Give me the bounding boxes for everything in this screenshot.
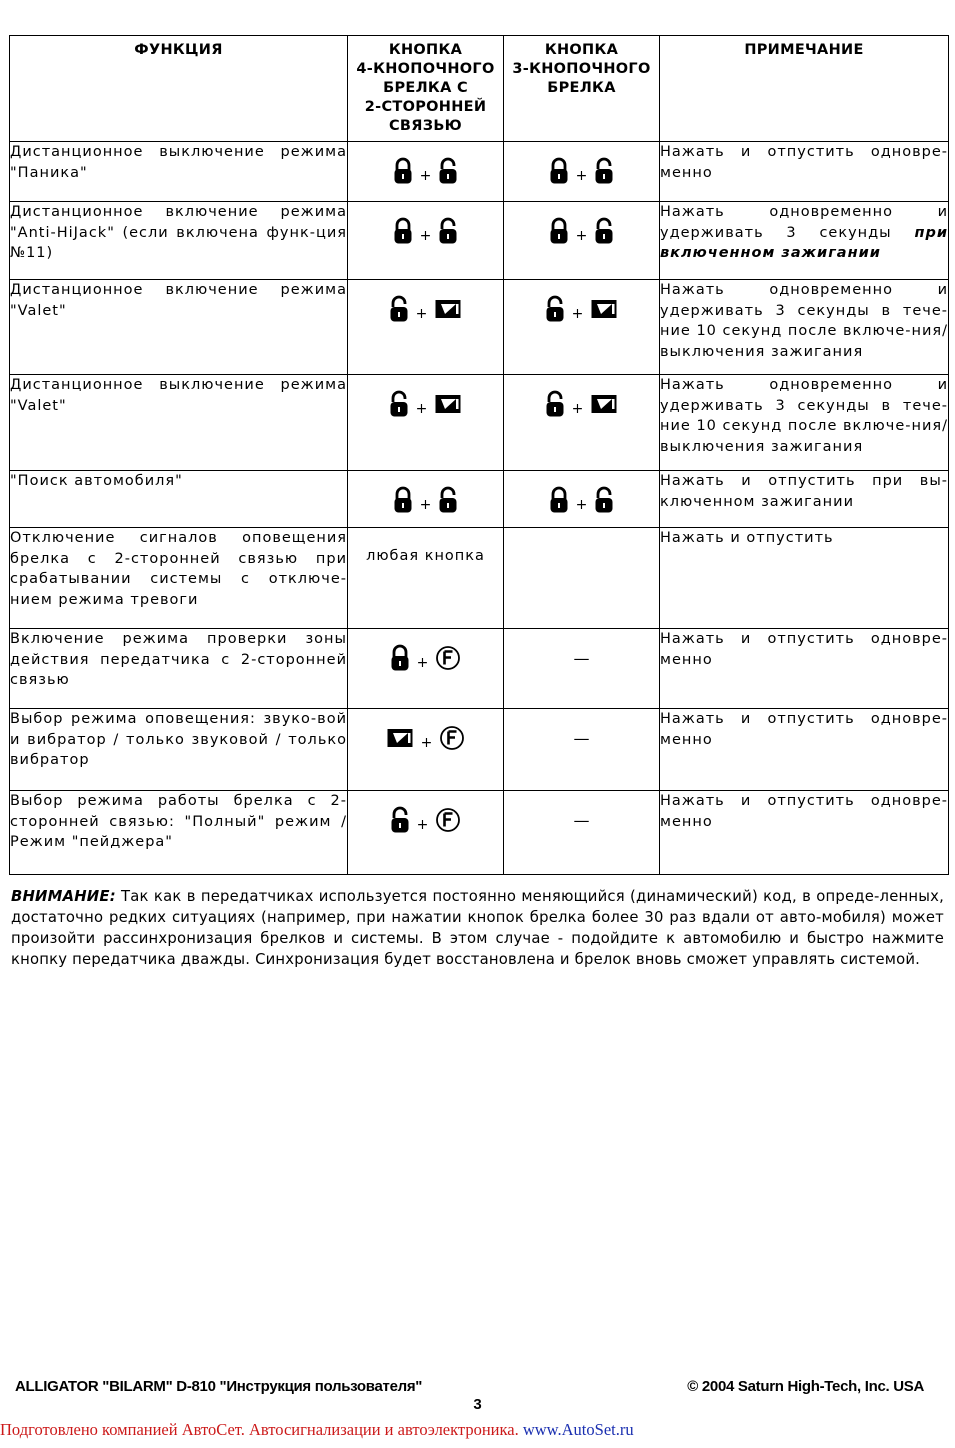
lock-closed-icon (390, 644, 410, 676)
footer-doc-title: ALLIGATOR "BILARM" D-810 "Инструкция пользователя" (15, 1378, 423, 1395)
note-cell: Нажать и отпустить (660, 528, 949, 629)
btn3-cell (504, 528, 660, 629)
not-applicable-dash: — (573, 811, 590, 830)
btn4-combo (348, 392, 503, 420)
lock-closed-icon (549, 217, 569, 249)
btn3-cell (504, 375, 660, 471)
btn4-cell (348, 629, 504, 709)
plus-sign: + (415, 306, 428, 322)
trunk-icon (434, 298, 462, 324)
lock-open-icon (438, 486, 458, 518)
footer-copyright: © 2004 Saturn High-Tech, Inc. USA (687, 1378, 924, 1395)
plus-sign: + (575, 497, 588, 513)
promo-link[interactable]: www.AutoSet.ru (522, 1420, 634, 1439)
plus-sign: + (416, 655, 429, 671)
header-btn3: КНОПКА 3-КНОПОЧНОГО БРЕЛКА (504, 36, 660, 142)
plus-sign: + (415, 401, 428, 417)
lock-closed-icon (393, 486, 413, 518)
btn3-cell (504, 791, 660, 875)
table-row (10, 629, 949, 709)
function-cell: Дистанционное включение режима "Anti-HiJack" (если включена функ-ция №11) (10, 202, 348, 280)
plus-sign: + (575, 168, 588, 184)
btn4-cell (348, 528, 504, 629)
btn3-combo (504, 392, 659, 420)
note-emphasis: при включенном зажигании (660, 224, 948, 261)
btn4-cell (348, 280, 504, 375)
warning-label: ВНИМАНИЕ: (11, 888, 116, 905)
table-row (10, 202, 949, 280)
table-row (10, 142, 949, 202)
btn3-combo (504, 219, 659, 247)
lock-closed-icon (549, 157, 569, 189)
lock-open-icon (390, 806, 410, 838)
warning-paragraph (11, 886, 944, 970)
btn3-cell (504, 280, 660, 375)
btn4-combo (348, 726, 503, 754)
f-button-icon (439, 725, 465, 755)
note-cell: Нажать и отпустить одновре-менно (660, 629, 949, 709)
f-button-icon (435, 807, 461, 837)
function-cell: Включение режима проверки зоны действия передатчика с 2-сторонней связью (10, 629, 348, 709)
btn3-combo (504, 297, 659, 325)
btn4-cell (348, 471, 504, 528)
trunk-icon (386, 727, 414, 753)
plus-sign: + (571, 306, 584, 322)
btn3-cell (504, 709, 660, 791)
btn4-cell (348, 142, 504, 202)
plus-sign: + (571, 401, 584, 417)
btn4-combo (348, 159, 503, 187)
warning-text: Так как в передатчиках используется постоянно меняющийся (динамический) код, в опреде-ленных, достаточно редких ситуациях (например, при нажатии кнопок брелка более 30 раз вдали от авто-мобиля) может произойти рассинхронизация брелков и системы. В этом случае - подойдите к автомобилю и быстро нажмите кнопку передатчика дважды. Синхронизация будет восстановлена и брелок вновь сможет управлять системой. (11, 888, 944, 968)
note-cell: Нажать и отпустить одновре-менно (660, 791, 949, 875)
table-row (10, 791, 949, 875)
functions-table (9, 35, 949, 875)
lock-closed-icon (393, 217, 413, 249)
note-cell: Нажать одновременно и удерживать 3 секунды в тече-ние 10 секунд после включе-ния/выключения зажигания (660, 280, 949, 375)
not-applicable-dash: — (573, 649, 590, 668)
btn3-combo (504, 159, 659, 187)
note-cell: Нажать одновременно и удерживать 3 секунды в тече-ние 10 секунд после включе-ния/выключения зажигания (660, 375, 949, 471)
btn4-combo (348, 646, 503, 674)
note-cell: Нажать и отпустить при вы-ключенном зажигании (660, 471, 949, 528)
lock-open-icon (594, 157, 614, 189)
function-cell: "Поиск автомобиля" (10, 471, 348, 528)
lock-open-icon (594, 217, 614, 249)
note-cell: Нажать и отпустить одновре-менно (660, 709, 949, 791)
header-function: ФУНКЦИЯ (10, 36, 348, 142)
note-cell: Нажать и отпустить одновре-менно (660, 142, 949, 202)
btn3-cell (504, 629, 660, 709)
function-cell: Выбор режима оповещения: звуко-вой и вибратор / только звуковой / только вибратор (10, 709, 348, 791)
btn4-combo (348, 808, 503, 836)
table-row (10, 471, 949, 528)
function-cell: Дистанционное выключение режима "Valet" (10, 375, 348, 471)
note-cell: Нажать одновременно и удерживать 3 секунды при включенном зажигании (660, 202, 949, 280)
lock-open-icon (438, 157, 458, 189)
btn4-cell (348, 202, 504, 280)
function-cell: Дистанционное включение режима "Valet" (10, 280, 348, 375)
plus-sign: + (420, 735, 433, 751)
not-applicable-dash: — (573, 729, 590, 748)
header-btn4: КНОПКА 4-КНОПОЧНОГО БРЕЛКА С 2-СТОРОННЕЙ СВЯЗЬЮ (348, 36, 504, 142)
btn4-cell (348, 709, 504, 791)
any-button-text: любая кнопка (366, 548, 485, 564)
btn4-combo (348, 488, 503, 516)
f-button-icon (435, 645, 461, 675)
lock-open-icon (438, 217, 458, 249)
btn3-combo (504, 488, 659, 516)
lock-open-icon (389, 295, 409, 327)
trunk-icon (434, 393, 462, 419)
trunk-icon (590, 298, 618, 324)
table-row (10, 528, 949, 629)
btn3-cell (504, 471, 660, 528)
plus-sign: + (416, 817, 429, 833)
table-row (10, 280, 949, 375)
btn4-combo (348, 219, 503, 247)
promo-line (0, 1420, 634, 1440)
plus-sign: + (419, 497, 432, 513)
function-cell: Выбор режима работы брелка с 2-сторонней связью: "Полный" режим / Режим "пейджера" (10, 791, 348, 875)
promo-text: Подготовлено компанией АвтоСет. Автосигнализации и автоэлектроника. (0, 1420, 523, 1439)
header-note: ПРИМЕЧАНИЕ (660, 36, 949, 142)
lock-open-icon (594, 486, 614, 518)
plus-sign: + (575, 228, 588, 244)
function-cell: Дистанционное выключение режима "Паника" (10, 142, 348, 202)
lock-open-icon (545, 295, 565, 327)
lock-open-icon (389, 390, 409, 422)
table-row (10, 709, 949, 791)
lock-closed-icon (393, 157, 413, 189)
btn4-cell (348, 791, 504, 875)
function-cell: Отключение сигналов оповещения брелка с 2-сторонней связью при срабатывании системы с отключе-нием режима тревоги (10, 528, 348, 629)
btn4-combo (348, 297, 503, 325)
btn3-cell (504, 202, 660, 280)
lock-open-icon (545, 390, 565, 422)
lock-closed-icon (549, 486, 569, 518)
btn4-cell (348, 375, 504, 471)
btn3-cell (504, 142, 660, 202)
plus-sign: + (419, 228, 432, 244)
trunk-icon (590, 393, 618, 419)
plus-sign: + (419, 168, 432, 184)
table-row (10, 375, 949, 471)
page-number: 3 (473, 1396, 482, 1413)
